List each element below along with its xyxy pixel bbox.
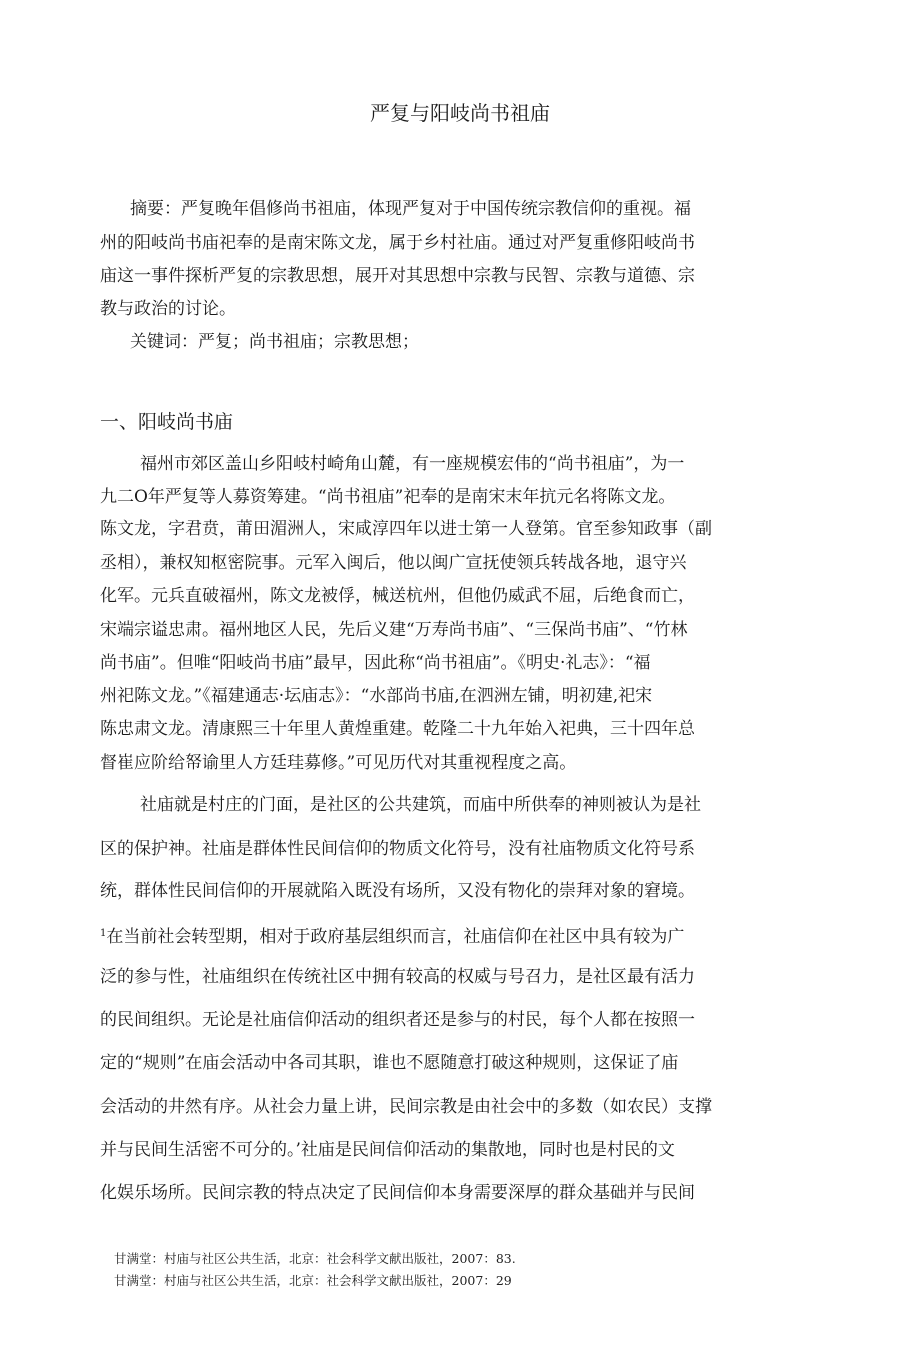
paragraph-line: 的民间组织。无论是社庙信仰活动的组织者还是参与的村民，每个人都在按照一 [100,1010,695,1030]
paragraph-line: 化娱乐场所。民间宗教的特点决定了民间信仰本身需要深厚的群众基础并与民间 [100,1183,695,1203]
abstract-line: 庙这一事件探析严复的宗教思想，展开对其思想中宗教与民智、宗教与道德、宗 [100,266,695,286]
paragraph-line: 丞相），兼权知枢密院事。元军入闽后，他以闽广宣抚使领兵转战各地，退守兴 [100,553,687,573]
paragraph-line: 泛的参与性，社庙组织在传统社区中拥有较高的权威与号召力，是社区最有活力 [100,967,695,987]
abstract-line: 教与政治的讨论。 [100,299,236,319]
section-heading: 一、阳岐尚书庙 [100,411,234,433]
paragraph-line: 九二O年严复等人募资筹建。“尚书祖庙”祀奉的是南宋末年抗元名将陈文龙。 [100,487,676,507]
paragraph-line: 州祀陈文龙。”《福建通志·坛庙志》：“水部尚书庙,在泗洲左铺，明初建,祀宋 [100,686,653,706]
abstract-line: 州的阳岐尚书庙祀奉的是南宋陈文龙，属于乡村社庙。通过对严复重修阳岐尚书 [100,233,695,253]
paragraph-text: 在当前社会转型期，相对于政府基层组织而言，社庙信仰在社区中具有较为广 [106,927,685,947]
footnote: 甘满堂：村庙与社区公共生活，北京：社会科学文献出版社，2007：83. [114,1251,516,1266]
paragraph-line: 陈忠肃文龙。清康熙三十年里人黄煌重建。乾隆二十九年始入祀典，三十四年总 [100,719,695,739]
paragraph-line: 督崔应阶给帑谕里人方廷珪募修。”可见历代对其重视程度之高。 [100,753,577,773]
paragraph-line: 化军。元兵直破福州，陈文龙被俘，械送杭州，但他仍威武不屈，后绝食而亡， [100,586,695,606]
footnote-marker: 1 [100,928,107,939]
keywords-line: 关键词：严复；尚书祖庙；宗教思想； [130,332,419,352]
paragraph-line: 社庙就是村庄的门面，是社区的公共建筑，而庙中所供奉的神则被认为是社 [140,795,701,815]
document-title: 严复与阳岐尚书祖庙 [370,101,550,125]
footnote: 甘满堂：村庙与社区公共生活，北京：社会科学文献出版社，2007：29 [114,1273,512,1288]
paragraph-line: 统，群体性民间信仰的开展就陷入既没有场所，又没有物化的崇拜对象的窘境。 [100,881,695,901]
paragraph-line: 并与民间生活密不可分的。’社庙是民间信仰活动的集散地，同时也是村民的文 [100,1140,675,1160]
paragraph-line: 区的保护神。社庙是群体性民间信仰的物质文化符号，没有社庙物质文化符号系 [100,839,695,859]
paragraph-line: 陈文龙，字君贲，莆田湄洲人，宋咸淳四年以进士第一人登第。官至参知政事（副 [100,519,712,539]
paragraph-line: 尚书庙”。但唯“阳岐尚书庙”最早，因此称“尚书祖庙”。《明史·礼志》：“福 [100,653,651,673]
paragraph-line: 会活动的井然有序。从社会力量上讲，民间宗教是由社会中的多数（如农民）支撑 [100,1097,712,1117]
paragraph-line: 定的“规则”在庙会活动中各司其职，谁也不愿随意打破这种规则，这保证了庙 [100,1053,679,1073]
paragraph-line: 福州市郊区盖山乡阳岐村崎角山麓，有一座规模宏伟的“尚书祖庙”，为一 [140,454,685,474]
paragraph-line: 宋端宗谥忠肃。福州地区人民，先后义建“万寿尚书庙”、“三保尚书庙”、“竹林 [100,620,688,640]
abstract-line: 摘要：严复晚年倡修尚书祖庙，体现严复对于中国传统宗教信仰的重视。福 [130,199,691,219]
paragraph-line [100,924,684,947]
